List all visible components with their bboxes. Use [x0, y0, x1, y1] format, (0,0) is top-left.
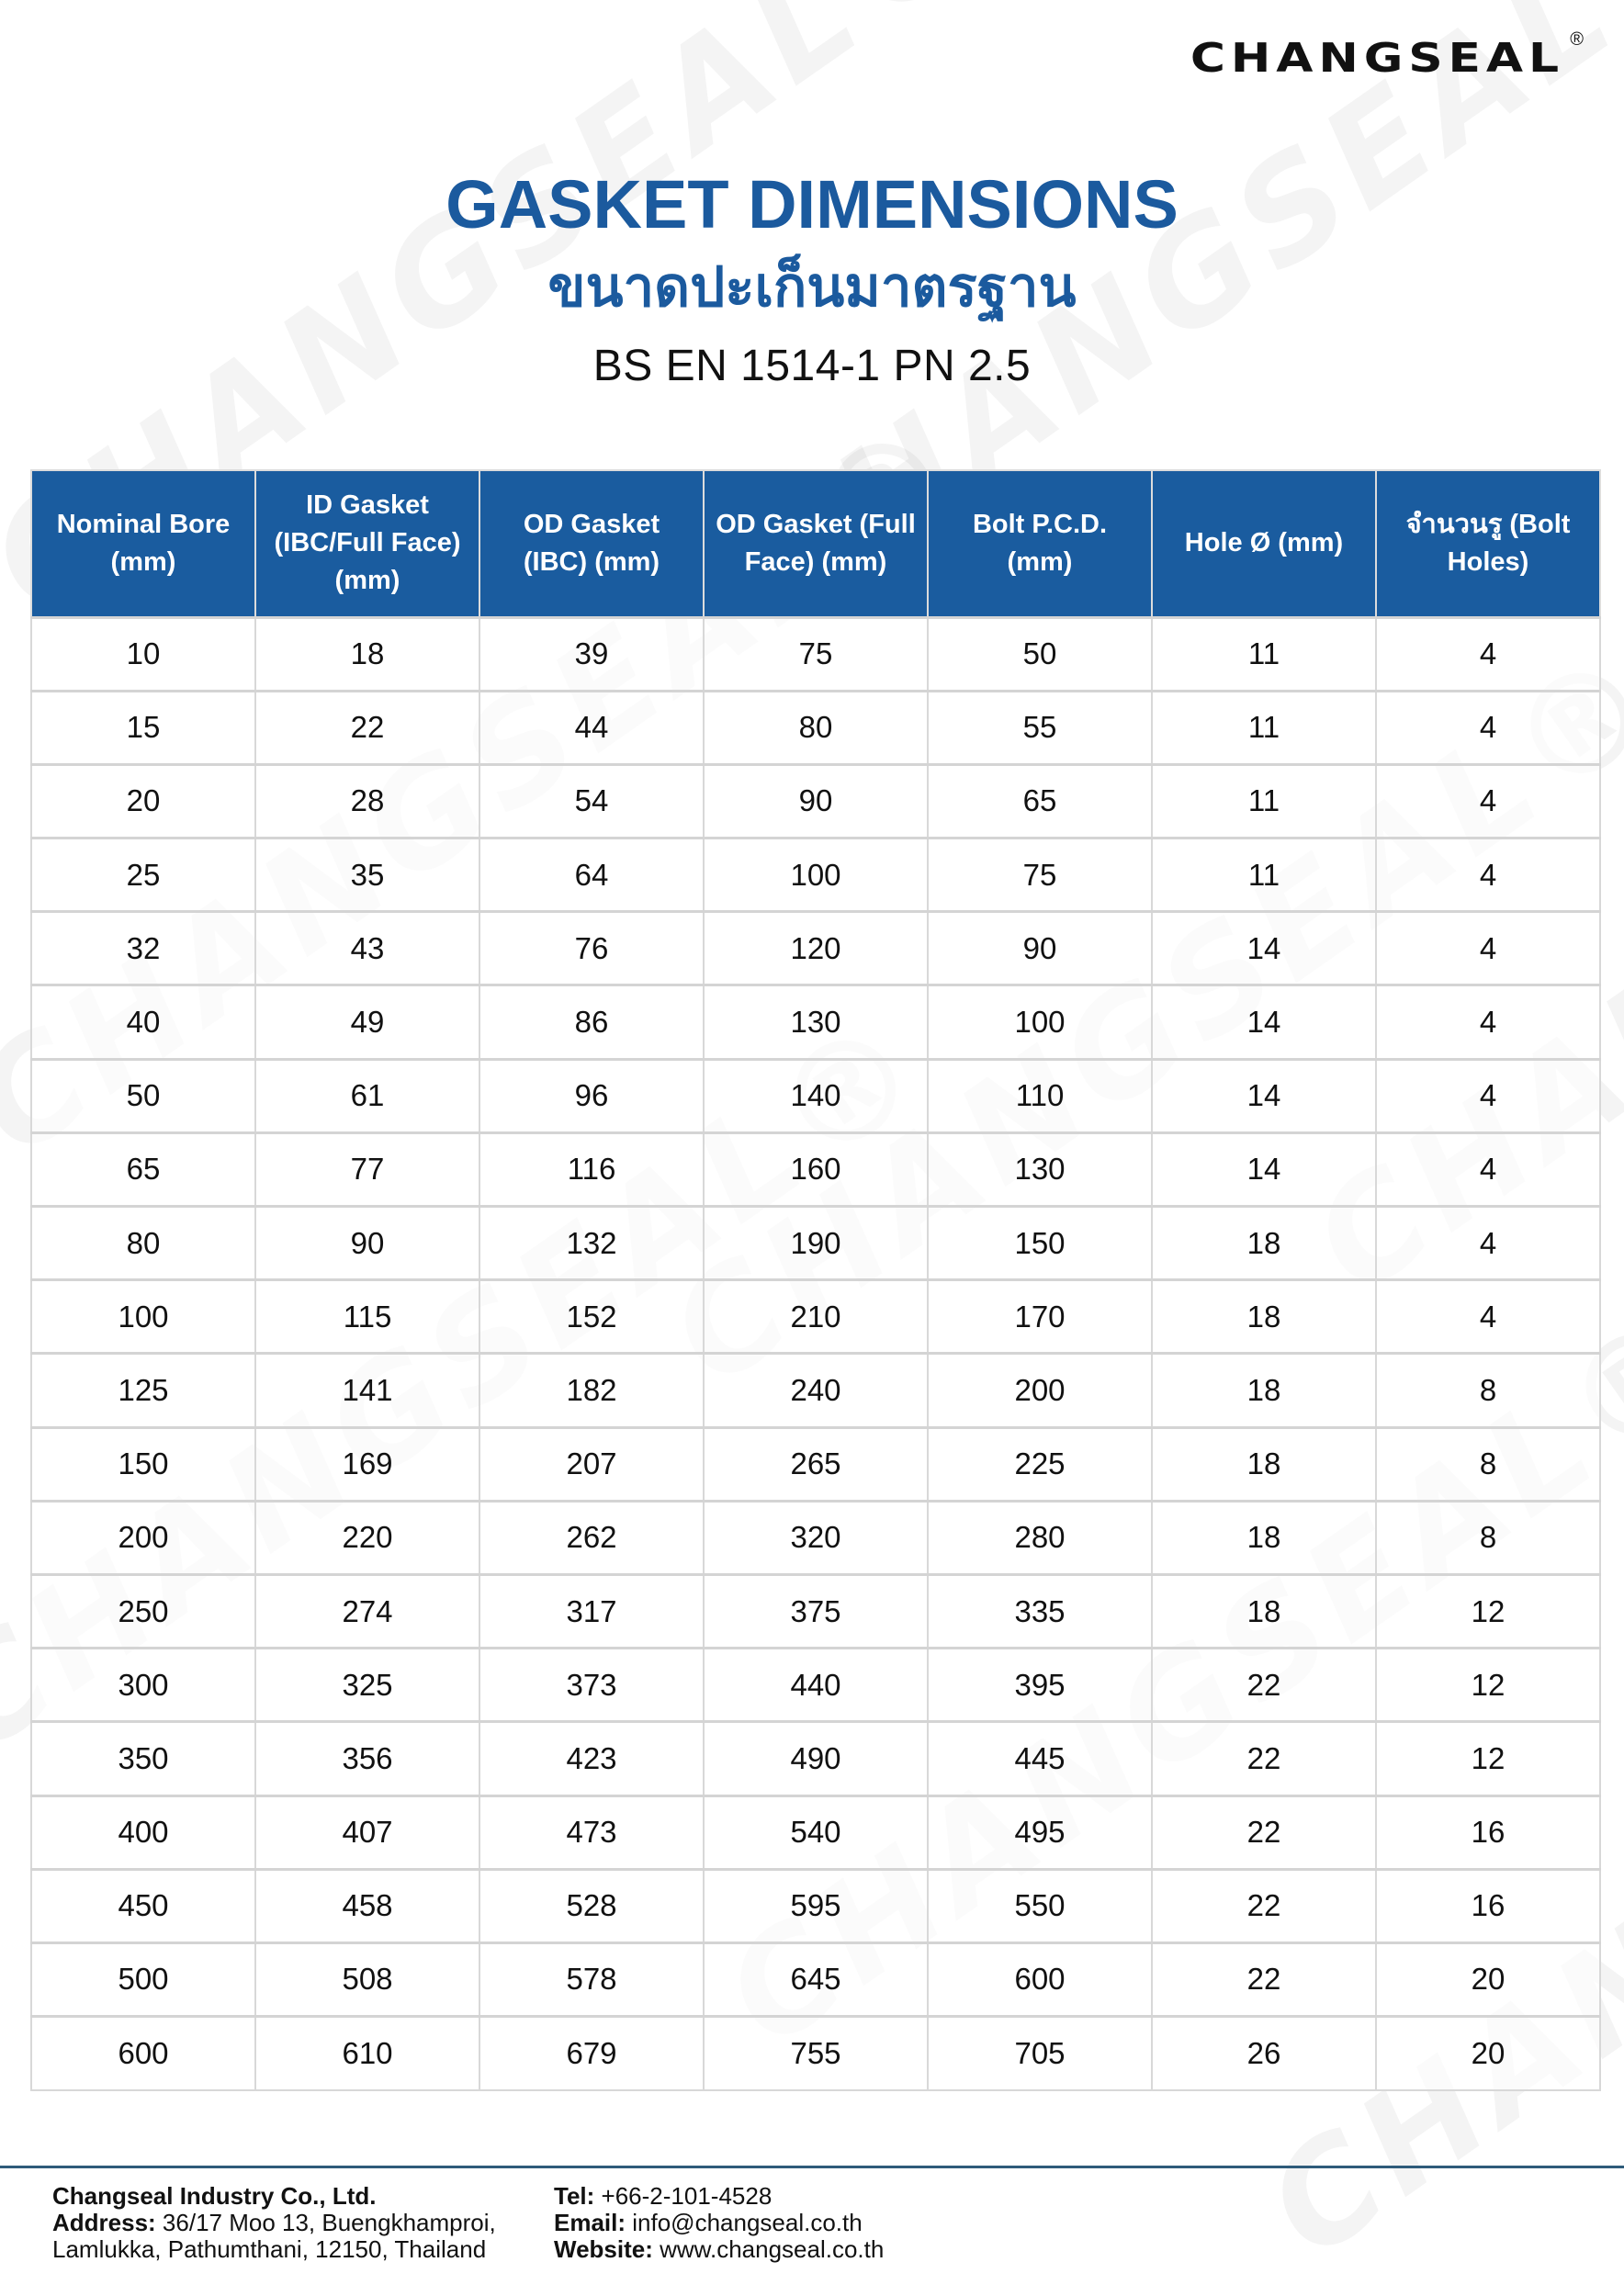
- header-od-gasket-ibc: OD Gasket (IBC) (mm): [479, 470, 704, 617]
- header-hole-diameter: Hole Ø (mm): [1152, 470, 1376, 617]
- cell-bolt-holes: 12: [1376, 1722, 1600, 1795]
- cell-nominal-bore: 450: [31, 1869, 255, 1942]
- cell-bolt-holes: 4: [1376, 691, 1600, 764]
- cell-bolt-holes: 8: [1376, 1427, 1600, 1501]
- cell-hole-diameter: 11: [1152, 691, 1376, 764]
- cell-od-gasket-ibc: 132: [479, 1207, 704, 1280]
- cell-bolt-pcd: 705: [928, 2017, 1152, 2090]
- cell-od-gasket-ibc: 44: [479, 691, 704, 764]
- cell-od-gasket-full-face: 100: [704, 838, 928, 912]
- company-name: Changseal Industry Co., Ltd.: [52, 2182, 377, 2210]
- cell-id-gasket: 61: [255, 1059, 479, 1132]
- cell-id-gasket: 407: [255, 1795, 479, 1869]
- cell-bolt-pcd: 225: [928, 1427, 1152, 1501]
- cell-od-gasket-ibc: 317: [479, 1574, 704, 1648]
- table-row: [31, 912, 1600, 985]
- cell-nominal-bore: 200: [31, 1501, 255, 1574]
- cell-id-gasket: 28: [255, 764, 479, 838]
- tel-value[interactable]: +66-2-101-4528: [594, 2182, 773, 2210]
- cell-od-gasket-ibc: 473: [479, 1795, 704, 1869]
- cell-hole-diameter: 18: [1152, 1427, 1376, 1501]
- table-row: [31, 1427, 1600, 1501]
- cell-bolt-holes: 4: [1376, 1059, 1600, 1132]
- table-row: [31, 1132, 1600, 1206]
- footer: [52, 2183, 1068, 2263]
- table-row: [31, 838, 1600, 912]
- table-row: [31, 2017, 1600, 2090]
- cell-id-gasket: 49: [255, 985, 479, 1059]
- cell-id-gasket: 141: [255, 1354, 479, 1427]
- cell-nominal-bore: 350: [31, 1722, 255, 1795]
- cell-nominal-bore: 500: [31, 1942, 255, 2016]
- header-od-gasket-full-face: OD Gasket (Full Face) (mm): [704, 470, 928, 617]
- table-row: [31, 1795, 1600, 1869]
- cell-bolt-holes: 4: [1376, 617, 1600, 691]
- cell-bolt-pcd: 600: [928, 1942, 1152, 2016]
- cell-od-gasket-ibc: 578: [479, 1942, 704, 2016]
- cell-bolt-pcd: 170: [928, 1280, 1152, 1354]
- cell-id-gasket: 220: [255, 1501, 479, 1574]
- table-row: [31, 1207, 1600, 1280]
- cell-id-gasket: 356: [255, 1722, 479, 1795]
- website-link[interactable]: www.changseal.co.th: [652, 2235, 885, 2263]
- table-row: [31, 764, 1600, 838]
- table-row: [31, 1722, 1600, 1795]
- cell-nominal-bore: 125: [31, 1354, 255, 1427]
- cell-od-gasket-ibc: 76: [479, 912, 704, 985]
- email-line: [554, 2210, 1068, 2236]
- cell-hole-diameter: 22: [1152, 1869, 1376, 1942]
- table-body: [31, 617, 1600, 2090]
- cell-od-gasket-ibc: 39: [479, 617, 704, 691]
- website-line: [554, 2236, 1068, 2263]
- cell-hole-diameter: 22: [1152, 1942, 1376, 2016]
- cell-bolt-holes: 4: [1376, 912, 1600, 985]
- cell-id-gasket: 169: [255, 1427, 479, 1501]
- table-row: [31, 1942, 1600, 2016]
- cell-od-gasket-ibc: 423: [479, 1722, 704, 1795]
- cell-od-gasket-full-face: 90: [704, 764, 928, 838]
- cell-hole-diameter: 18: [1152, 1280, 1376, 1354]
- standard-subtitle: BS EN 1514-1 PN 2.5: [592, 342, 1032, 391]
- table-row: [31, 1501, 1600, 1574]
- cell-hole-diameter: 18: [1152, 1501, 1376, 1574]
- cell-nominal-bore: 50: [31, 1059, 255, 1132]
- cell-nominal-bore: 32: [31, 912, 255, 985]
- cell-id-gasket: 274: [255, 1574, 479, 1648]
- cell-bolt-pcd: 445: [928, 1722, 1152, 1795]
- cell-bolt-pcd: 100: [928, 985, 1152, 1059]
- cell-id-gasket: 35: [255, 838, 479, 912]
- header-bolt-pcd: Bolt P.C.D. (mm): [928, 470, 1152, 617]
- gasket-dimensions-table: [30, 469, 1601, 2091]
- cell-id-gasket: 18: [255, 617, 479, 691]
- cell-bolt-holes: 8: [1376, 1354, 1600, 1427]
- cell-id-gasket: 325: [255, 1649, 479, 1722]
- cell-od-gasket-full-face: 755: [704, 2017, 928, 2090]
- cell-bolt-holes: 12: [1376, 1649, 1600, 1722]
- cell-bolt-holes: 4: [1376, 764, 1600, 838]
- cell-hole-diameter: 22: [1152, 1722, 1376, 1795]
- cell-hole-diameter: 14: [1152, 1132, 1376, 1206]
- cell-bolt-pcd: 55: [928, 691, 1152, 764]
- table-header-row: [31, 470, 1600, 617]
- cell-id-gasket: 22: [255, 691, 479, 764]
- cell-od-gasket-ibc: 262: [479, 1501, 704, 1574]
- cell-od-gasket-full-face: 540: [704, 1795, 928, 1869]
- cell-od-gasket-full-face: 440: [704, 1649, 928, 1722]
- cell-hole-diameter: 14: [1152, 912, 1376, 985]
- table-row: [31, 1354, 1600, 1427]
- address-line: [52, 2210, 528, 2236]
- table-row: [31, 1869, 1600, 1942]
- cell-bolt-pcd: 395: [928, 1649, 1152, 1722]
- cell-od-gasket-full-face: 75: [704, 617, 928, 691]
- cell-hole-diameter: 22: [1152, 1795, 1376, 1869]
- email-label: Email:: [554, 2209, 626, 2236]
- cell-nominal-bore: 150: [31, 1427, 255, 1501]
- cell-bolt-holes: 20: [1376, 2017, 1600, 2090]
- cell-od-gasket-full-face: 190: [704, 1207, 928, 1280]
- cell-bolt-holes: 4: [1376, 985, 1600, 1059]
- cell-bolt-holes: 4: [1376, 1280, 1600, 1354]
- address-line-2: Lamlukka, Pathumthani, 12150, Thailand: [52, 2235, 487, 2263]
- cell-od-gasket-ibc: 373: [479, 1649, 704, 1722]
- header-id-gasket: ID Gasket (IBC/Full Face) (mm): [255, 470, 479, 617]
- cell-bolt-holes: 4: [1376, 1207, 1600, 1280]
- cell-od-gasket-full-face: 130: [704, 985, 928, 1059]
- email-link[interactable]: info@changseal.co.th: [626, 2209, 863, 2236]
- header-bolt-holes: จำนวนรู (Bolt Holes): [1376, 470, 1600, 617]
- cell-od-gasket-full-face: 645: [704, 1942, 928, 2016]
- cell-bolt-holes: 16: [1376, 1869, 1600, 1942]
- cell-bolt-holes: 4: [1376, 838, 1600, 912]
- cell-od-gasket-full-face: 120: [704, 912, 928, 985]
- changseal-logo: [1190, 28, 1584, 82]
- table-row: [31, 1280, 1600, 1354]
- table-row: [31, 1059, 1600, 1132]
- cell-od-gasket-full-face: 80: [704, 691, 928, 764]
- cell-bolt-pcd: 200: [928, 1354, 1152, 1427]
- cell-bolt-holes: 16: [1376, 1795, 1600, 1869]
- cell-od-gasket-full-face: 265: [704, 1427, 928, 1501]
- cell-od-gasket-ibc: 152: [479, 1280, 704, 1354]
- cell-id-gasket: 90: [255, 1207, 479, 1280]
- footer-divider: [0, 2166, 1624, 2168]
- table-row: [31, 617, 1600, 691]
- table-row: [31, 1649, 1600, 1722]
- cell-hole-diameter: 14: [1152, 985, 1376, 1059]
- registered-mark-icon: ®: [1570, 29, 1584, 50]
- cell-hole-diameter: 11: [1152, 764, 1376, 838]
- cell-nominal-bore: 100: [31, 1280, 255, 1354]
- cell-nominal-bore: 80: [31, 1207, 255, 1280]
- table-row: [31, 1574, 1600, 1648]
- cell-od-gasket-ibc: 54: [479, 764, 704, 838]
- tel-line: [554, 2183, 1068, 2210]
- cell-id-gasket: 115: [255, 1280, 479, 1354]
- cell-bolt-holes: 8: [1376, 1501, 1600, 1574]
- title-block: [0, 165, 1624, 391]
- cell-od-gasket-ibc: 207: [479, 1427, 704, 1501]
- cell-od-gasket-full-face: 320: [704, 1501, 928, 1574]
- footer-company-info: [52, 2183, 528, 2263]
- cell-hole-diameter: 18: [1152, 1354, 1376, 1427]
- cell-nominal-bore: 40: [31, 985, 255, 1059]
- cell-nominal-bore: 15: [31, 691, 255, 764]
- cell-od-gasket-ibc: 64: [479, 838, 704, 912]
- cell-bolt-holes: 4: [1376, 1132, 1600, 1206]
- cell-od-gasket-full-face: 595: [704, 1869, 928, 1942]
- page-title: GASKET DIMENSIONS: [445, 166, 1179, 242]
- address-label: Address:: [52, 2209, 156, 2236]
- cell-id-gasket: 508: [255, 1942, 479, 2016]
- cell-bolt-pcd: 130: [928, 1132, 1152, 1206]
- logo-wordmark: CHANGSEAL: [1190, 35, 1565, 82]
- table-row: [31, 691, 1600, 764]
- cell-od-gasket-full-face: 210: [704, 1280, 928, 1354]
- cell-od-gasket-ibc: 679: [479, 2017, 704, 2090]
- cell-bolt-holes: 12: [1376, 1574, 1600, 1648]
- cell-hole-diameter: 26: [1152, 2017, 1376, 2090]
- cell-nominal-bore: 20: [31, 764, 255, 838]
- cell-bolt-pcd: 150: [928, 1207, 1152, 1280]
- cell-bolt-pcd: 280: [928, 1501, 1152, 1574]
- address-value: 36/17 Moo 13, Buengkhamproi,: [155, 2209, 496, 2236]
- cell-hole-diameter: 11: [1152, 838, 1376, 912]
- cell-nominal-bore: 65: [31, 1132, 255, 1206]
- cell-hole-diameter: 18: [1152, 1574, 1376, 1648]
- cell-id-gasket: 43: [255, 912, 479, 985]
- cell-nominal-bore: 25: [31, 838, 255, 912]
- cell-id-gasket: 458: [255, 1869, 479, 1942]
- cell-od-gasket-ibc: 182: [479, 1354, 704, 1427]
- cell-od-gasket-full-face: 140: [704, 1059, 928, 1132]
- cell-od-gasket-full-face: 160: [704, 1132, 928, 1206]
- cell-bolt-pcd: 50: [928, 617, 1152, 691]
- cell-hole-diameter: 22: [1152, 1649, 1376, 1722]
- cell-od-gasket-full-face: 375: [704, 1574, 928, 1648]
- cell-bolt-pcd: 335: [928, 1574, 1152, 1648]
- table-row: [31, 985, 1600, 1059]
- cell-od-gasket-ibc: 116: [479, 1132, 704, 1206]
- page-title-thai: ขนาดปะเก็นมาตรฐาน: [547, 255, 1077, 321]
- cell-nominal-bore: 10: [31, 617, 255, 691]
- cell-nominal-bore: 400: [31, 1795, 255, 1869]
- cell-nominal-bore: 300: [31, 1649, 255, 1722]
- cell-od-gasket-ibc: 528: [479, 1869, 704, 1942]
- cell-hole-diameter: 14: [1152, 1059, 1376, 1132]
- tel-label: Tel:: [554, 2182, 595, 2210]
- cell-hole-diameter: 11: [1152, 617, 1376, 691]
- cell-od-gasket-ibc: 96: [479, 1059, 704, 1132]
- website-label: Website:: [554, 2235, 653, 2263]
- header-nominal-bore: Nominal Bore (mm): [31, 470, 255, 617]
- cell-nominal-bore: 250: [31, 1574, 255, 1648]
- cell-bolt-holes: 20: [1376, 1942, 1600, 2016]
- cell-bolt-pcd: 90: [928, 912, 1152, 985]
- cell-od-gasket-full-face: 490: [704, 1722, 928, 1795]
- cell-od-gasket-full-face: 240: [704, 1354, 928, 1427]
- cell-bolt-pcd: 110: [928, 1059, 1152, 1132]
- footer-contact-info: [554, 2183, 1068, 2263]
- cell-nominal-bore: 600: [31, 2017, 255, 2090]
- cell-od-gasket-ibc: 86: [479, 985, 704, 1059]
- cell-bolt-pcd: 550: [928, 1869, 1152, 1942]
- cell-bolt-pcd: 495: [928, 1795, 1152, 1869]
- cell-hole-diameter: 18: [1152, 1207, 1376, 1280]
- cell-id-gasket: 77: [255, 1132, 479, 1206]
- cell-bolt-pcd: 65: [928, 764, 1152, 838]
- cell-bolt-pcd: 75: [928, 838, 1152, 912]
- cell-id-gasket: 610: [255, 2017, 479, 2090]
